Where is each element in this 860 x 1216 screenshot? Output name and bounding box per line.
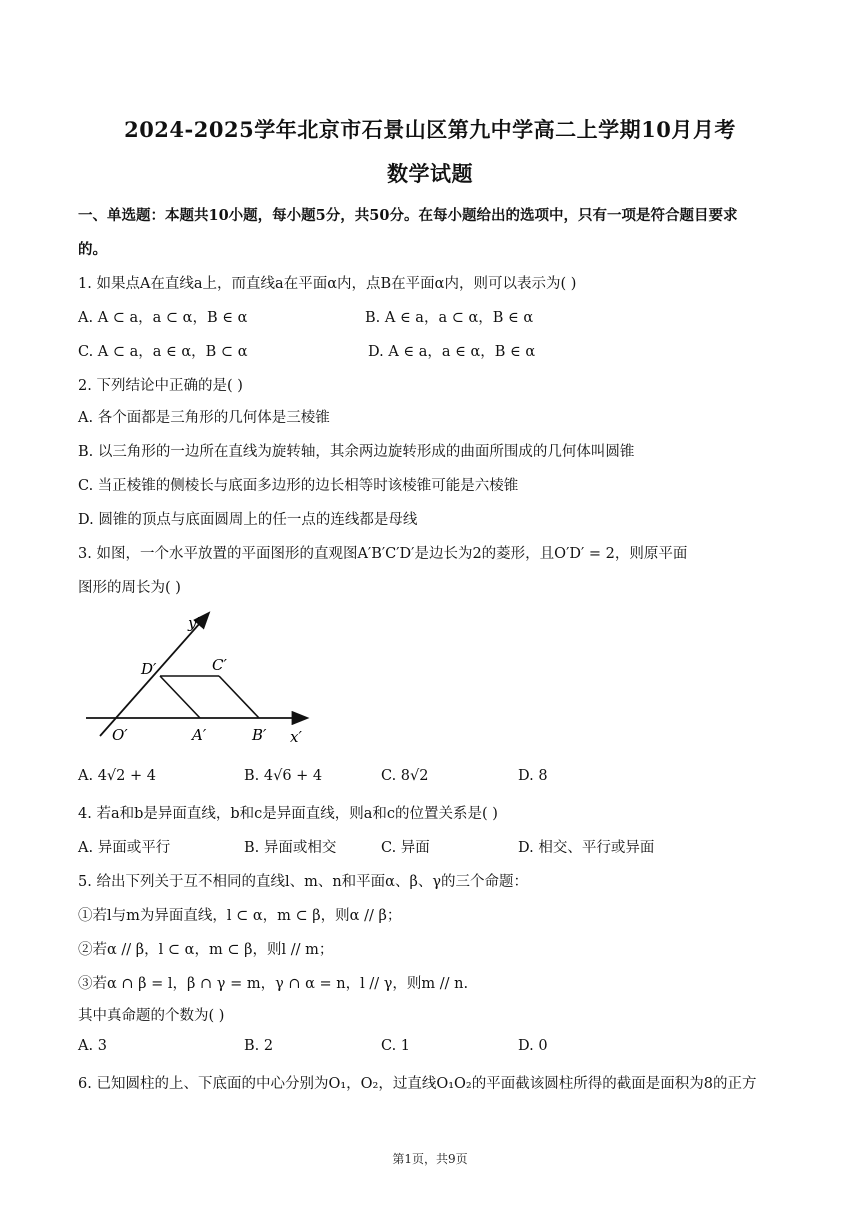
label-c: C′ [212,656,227,674]
question-5-option-a: A. 3 [78,1038,107,1054]
rhombus-oblique-figure [84,608,316,758]
question-2-stem: 2. 下列结论中正确的是( ) [78,378,243,394]
label-o: O′ [112,726,128,744]
question-3-option-d: D. 8 [518,768,548,784]
question-1-stem: 1. 如果点A在直线a上，而直线a在平面α内，点B在平面α内，则可以表示为( ) [78,276,577,292]
question-4-option-a: A. 异面或平行 [78,840,171,856]
question-5-stem: 5. 给出下列关于互不相同的直线l、m、n和平面α、β、γ的三个命题： [78,874,529,890]
question-4-option-d: D. 相交、平行或异面 [518,840,655,856]
section-heading-cont: 的。 [78,241,107,258]
question-2-option-b: B. 以三角形的一边所在直线为旋转轴，其余两边旋转形成的曲面所围成的几何体叫圆锥 [78,444,635,460]
question-4-stem: 4. 若a和b是异面直线，b和c是异面直线，则a和c的位置关系是( ) [78,806,498,822]
question-1-option-a: A. A ⊂ a，a ⊂ α，B ∈ α [78,310,248,326]
question-2-option-a: A. 各个面都是三角形的几何体是三棱锥 [78,410,330,426]
page-footer: 第1页，共9页 [392,1152,468,1166]
question-5-proposition-2: ②若α // β，l ⊂ α，m ⊂ β，则l // m； [78,942,334,958]
question-3-stem-cont: 图形的周长为( ) [78,580,181,596]
side-cb [219,676,259,718]
question-1-option-c: C. A ⊂ a，a ∈ α，B ⊂ α [78,344,248,360]
question-5-option-c: C. 1 [381,1038,411,1054]
question-5-proposition-3: ③若α ∩ β = l，β ∩ γ = m，γ ∩ α = n，l // γ，则m // n. [78,976,469,992]
question-2-option-d: D. 圆锥的顶点与底面圆周上的任一点的连线都是母线 [78,512,418,528]
question-4-option-c: C. 异面 [381,840,430,856]
question-4-option-b: B. 异面或相交 [244,840,337,856]
label-a: A′ [192,726,207,744]
question-6-stem: 6. 已知圆柱的上、下底面的中心分别为O₁，O₂，过直线O₁O₂的平面截该圆柱所得的截面是面积为8的正方 [78,1076,757,1092]
question-1-option-b: B. A ∈ a，a ⊂ α，B ∈ α [365,310,534,326]
question-1-option-d: D. A ∈ a，a ∈ α，B ∈ α [368,344,536,360]
question-3-option-a: A. 4√2 + 4 [78,768,156,784]
label-d: D′ [141,660,157,678]
question-3-option-b: B. 4√6 + 4 [244,768,323,784]
label-y: y′ [188,614,200,632]
question-5-option-d: D. 0 [518,1038,548,1054]
section-heading: 一、单选题：本题共10小题，每小题5分，共50分。在每小题给出的选项中，只有一项是符合题目要求 [78,207,738,224]
label-x: x′ [290,728,302,746]
label-b: B′ [252,726,267,744]
question-3-stem: 3. 如图，一个水平放置的平面图形的直观图A′B′C′D′是边长为2的菱形，且O′D′ = 2，则原平面 [78,546,688,562]
exam-subtitle: 数学试题 [387,161,473,186]
side-da [160,676,200,718]
exam-title: 2024-2025学年北京市石景山区第九中学高二上学期10月月考 [124,117,736,142]
question-5-proposition-1: ①若l与m为异面直线，l ⊂ α，m ⊂ β，则α // β； [78,908,402,924]
question-5-option-b: B. 2 [244,1038,274,1054]
question-2-option-c: C. 当正棱锥的侧棱长与底面多边形的边长相等时该棱锥可能是六棱锥 [78,478,519,494]
question-3-option-c: C. 8√2 [381,768,429,784]
question-5-ask: 其中真命题的个数为( ) [78,1008,225,1024]
